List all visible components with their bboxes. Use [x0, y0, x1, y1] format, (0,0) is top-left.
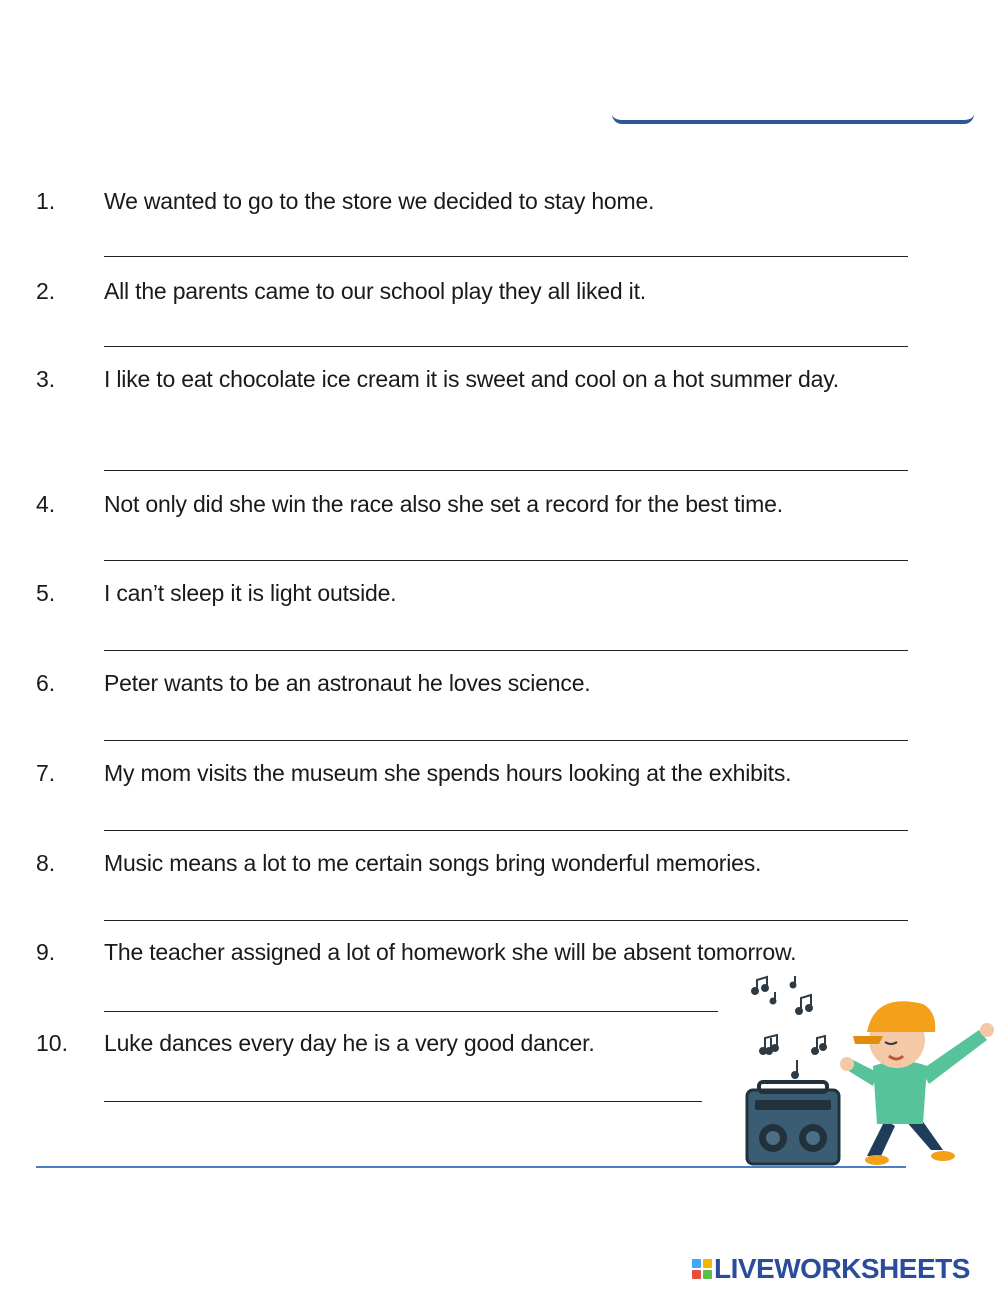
answer-line-3[interactable]	[104, 470, 908, 471]
answer-line-2[interactable]	[104, 346, 908, 347]
boy-icon	[840, 1001, 994, 1165]
question-number: 9.	[36, 939, 56, 965]
question-number: 2.	[36, 278, 56, 304]
question-number: 4.	[36, 491, 56, 517]
answer-line-1[interactable]	[104, 256, 908, 257]
question-number: 7.	[36, 760, 56, 786]
logo-square	[703, 1259, 712, 1268]
question-text: My mom visits the museum she spends hours looking at the exhibits.	[104, 760, 792, 786]
answer-line-5[interactable]	[104, 650, 908, 651]
answer-input-1[interactable]	[104, 223, 912, 255]
question-text: I can’t sleep it is light outside.	[104, 580, 397, 606]
answer-input-2[interactable]	[104, 313, 912, 345]
question-text: The teacher assigned a lot of homework she will be absent tomorrow.	[104, 939, 797, 965]
logo-square	[703, 1270, 712, 1279]
answer-input-3[interactable]	[104, 437, 912, 469]
answer-input-9[interactable]	[104, 978, 722, 1010]
answer-input-4[interactable]	[104, 527, 912, 559]
answer-line-6[interactable]	[104, 740, 908, 741]
answer-input-6[interactable]	[104, 707, 912, 739]
music-notes-icon	[752, 976, 826, 1078]
question-text: Peter wants to be an astronaut he loves science.	[104, 670, 591, 696]
question-number: 8.	[36, 850, 56, 876]
question-number: 3.	[36, 366, 56, 392]
answer-line-4[interactable]	[104, 560, 908, 561]
logo-square	[692, 1270, 701, 1279]
boombox-icon	[747, 1082, 839, 1164]
bottom-divider	[36, 1166, 906, 1168]
liveworksheets-logo-icon	[692, 1259, 712, 1279]
dancing-boy-illustration	[735, 970, 1000, 1170]
question-number: 10.	[36, 1030, 68, 1056]
question-text: Music means a lot to me certain songs bring wonderful memories.	[104, 850, 762, 876]
answer-input-10[interactable]	[104, 1068, 706, 1100]
logo-square	[692, 1259, 701, 1268]
answer-line-7[interactable]	[104, 830, 908, 831]
question-text: Luke dances every day he is a very good dancer.	[104, 1030, 595, 1056]
answer-input-8[interactable]	[104, 887, 912, 919]
name-underline	[612, 108, 974, 124]
brand-name: LIVEWORKSHEETS	[714, 1253, 970, 1284]
question-text: We wanted to go to the store we decided to stay home.	[104, 188, 655, 214]
answer-line-9[interactable]	[104, 1011, 718, 1012]
question-text: I like to eat chocolate ice cream it is sweet and cool on a hot summer day.	[104, 366, 839, 392]
answer-input-7[interactable]	[104, 797, 912, 829]
liveworksheets-logo	[692, 1253, 970, 1285]
question-text: Not only did she win the race also she set a record for the best time.	[104, 491, 783, 517]
question-number: 5.	[36, 580, 56, 606]
answer-input-5[interactable]	[104, 617, 912, 649]
question-number: 6.	[36, 670, 56, 696]
answer-line-10[interactable]	[104, 1101, 702, 1102]
question-number: 1.	[36, 188, 56, 214]
question-text: All the parents came to our school play they all liked it.	[104, 278, 646, 304]
answer-line-8[interactable]	[104, 920, 908, 921]
